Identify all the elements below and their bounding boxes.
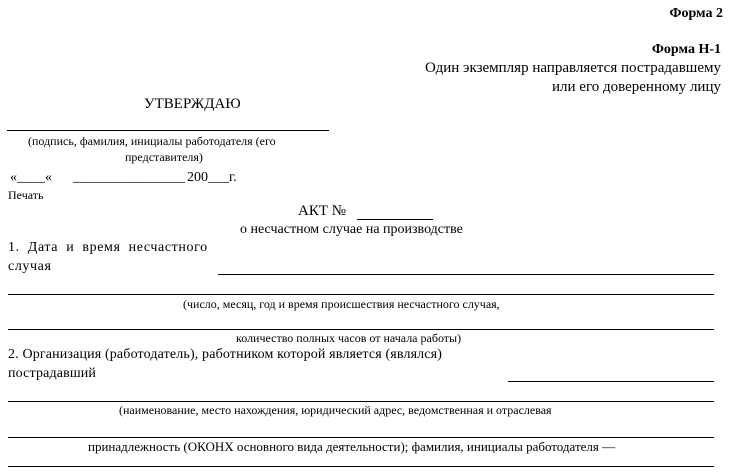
- section2-caption-line1: (наименование, место нахождения, юридический адрес, ведомственная и отраслевая: [119, 403, 552, 417]
- section1-answer-line1: [218, 274, 714, 275]
- section2-answer-line2: [8, 401, 714, 402]
- stamp-label: Печать: [8, 188, 44, 202]
- section1-label-line2: случая: [8, 259, 52, 274]
- section2-answer-line1: [508, 381, 714, 382]
- act-title: АКТ №: [298, 203, 347, 219]
- section2-label-line1: 2. Организация (работодатель), работником которой является (являлся): [8, 347, 443, 362]
- section1-answer-line3: [8, 329, 714, 330]
- act-subtitle: о несчастном случае на производстве: [240, 222, 463, 237]
- approval-title: УТВЕРЖДАЮ: [144, 96, 241, 112]
- section1-answer-line2: [8, 294, 714, 295]
- signature-caption-line2: представителя): [125, 150, 203, 164]
- signature-line: [7, 130, 329, 131]
- form-code: Форма Н-1: [651, 42, 721, 57]
- form-number: Форма 2: [669, 6, 723, 21]
- section2-answer-line4: [8, 466, 714, 467]
- copy-note-line1: Один экземпляр направляется пострадавшему: [424, 60, 721, 76]
- date-year-field: 200___г.: [187, 170, 237, 185]
- section2-label-line2: пострадавший: [8, 366, 97, 381]
- section1-label-line1: 1. Дата и время несчастного: [8, 240, 208, 255]
- section1-caption-line2: количество полных часов от начала работы): [236, 331, 462, 345]
- date-month-field: ________________: [73, 170, 185, 185]
- signature-caption-line1: (подпись, фамилия, инициалы работодателя (его: [28, 134, 276, 148]
- section2-caption-line2: принадлежность (ОКОНХ основного вида деятельности); фамилия, инициалы работодателя —: [88, 439, 616, 454]
- copy-note-line2: или его доверенному лицу: [552, 79, 721, 95]
- act-number-line: [357, 219, 433, 220]
- section2-answer-line3: [8, 437, 714, 438]
- section1-caption-line1: (число, месяц, год и время происшествия несчастного случая,: [183, 297, 500, 311]
- date-day-field: «____«: [10, 170, 52, 185]
